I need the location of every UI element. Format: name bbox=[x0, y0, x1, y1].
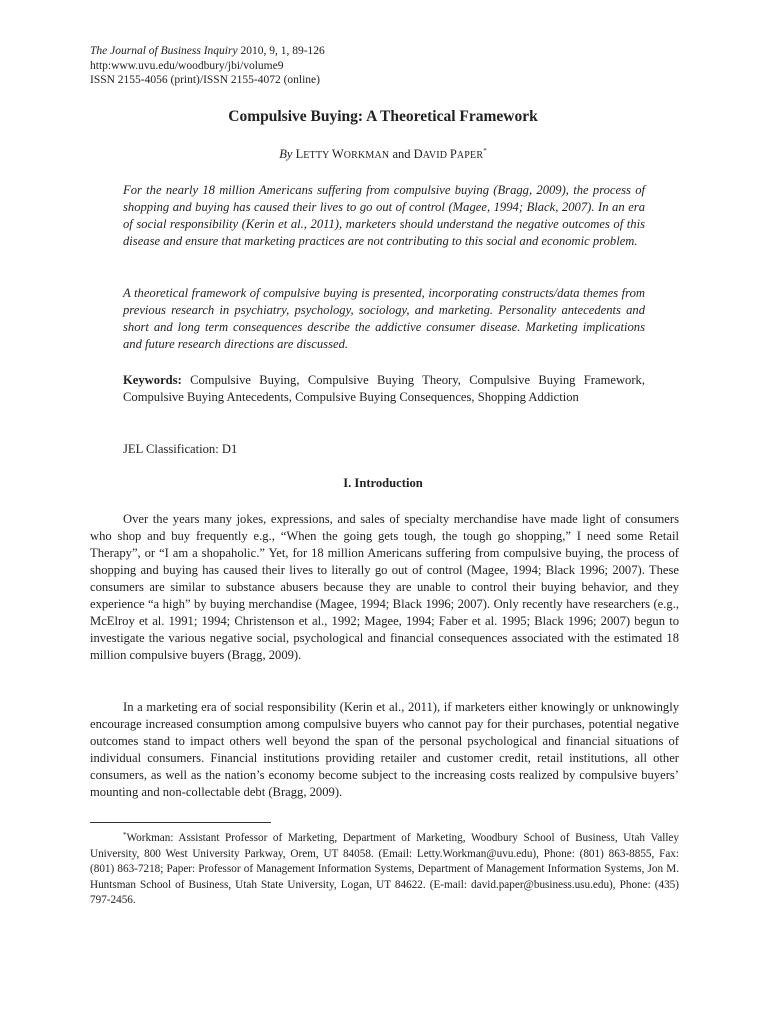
author-byline bbox=[90, 147, 676, 162]
abstract-paragraph-2: A theoretical framework of compulsive buying is presented, incorporating constructs/data themes from previous research in psychiatry, psychology, sociology, and marketing. Personality antecedents and short and long term consequences describe the addictive consumer disease. Marketing implications and future research directions are discussed. bbox=[123, 286, 645, 351]
footnote-divider bbox=[90, 822, 271, 823]
author2-first-initial: D bbox=[413, 147, 423, 161]
author1-first-rest: ETTY bbox=[303, 150, 332, 161]
keywords-list: Compulsive Buying, Compulsive Buying Theory, Compulsive Buying Framework, Compulsive Buying Antecedents, Compulsive Buying Consequences, Shopping Addiction bbox=[123, 373, 645, 404]
journal-citation-line bbox=[90, 44, 325, 59]
author1-first-initial: L bbox=[295, 147, 304, 161]
author2-last-rest: APER bbox=[456, 150, 484, 161]
paper-title: Compulsive Buying: A Theoretical Framework bbox=[228, 108, 538, 125]
author-footnote-marker: * bbox=[483, 147, 487, 155]
body-paragraph-2-text: In a marketing era of social responsibility (Kerin et al., 2011), if marketers either knowingly or unknowingly encourage increased consumption among compulsive buyers who cannot pay for their purchases, potential negative outcomes stand to impact others well beyond the span of the personal psychological and financial situations of individual consumers. Financial institutions providing retailer and customer credit, retail institutions, all other consumers, as well as the nation’s economy become subject to the increasing costs realized by compulsive buyers’ mounting and non-collectable debt (Bragg, 2009). bbox=[90, 700, 679, 799]
body-paragraph-2 bbox=[90, 699, 679, 801]
byline-and: and bbox=[389, 147, 414, 161]
footnote-marker: * bbox=[123, 831, 127, 839]
jel-classification: JEL Classification: D1 bbox=[123, 442, 238, 456]
keywords-label: Keywords: bbox=[123, 373, 182, 387]
byline-by: By bbox=[279, 147, 293, 161]
journal-volume-pages: 2010, 9, 1, 89-126 bbox=[237, 45, 325, 57]
author1-last-initial: W bbox=[331, 147, 344, 161]
abstract-paragraph-1: For the nearly 18 million Americans suffering from compulsive buying (Bragg, 2009), the process of shopping and buying has caused their lives to go out of control (Magee, 1994; Black, 2007). In an era of social responsibility (Kerin et al., 2011), marketers should understand the negative outcomes of this disease and ensure that marketing practices are not contributing to this social and economic problem. bbox=[123, 183, 645, 248]
journal-header bbox=[90, 44, 325, 88]
body-paragraph-1-text: Over the years many jokes, expressions, and sales of specialty merchandise have made light of consumers who shop and buy frequently e.g., “When the going gets tough, the tough go shopping,” I need some Retail Therapy”, or “I am a shopaholic.” Yet, for 18 million Americans suffering from compulsive buying, the process of shopping and buying has caused their lives to literally go out of control (Magee, 1994; Black 1996; 2007). These consumers are similar to substance abusers because they are unable to control their buying behavior, and they experience “a high” by buying merchandise (Magee, 1994; Black 1996; 2007). Only recently have researchers (e.g., McElroy et al. 1991; 1994; Christenson et al., 1992; Magee, 1994; Faber et al. 1995; Black 1996; 2007) begun to investigate the various negative social, psychological and financial consequences associated with the estimated 18 million compulsive buyers (Bragg, 2009). bbox=[90, 512, 679, 662]
author1-last-rest: ORKMAN bbox=[343, 150, 390, 161]
keywords bbox=[123, 372, 645, 406]
author2-first-rest: AVID bbox=[422, 150, 450, 161]
journal-issn: ISSN 2155-4056 (print)/ISSN 2155-4072 (online) bbox=[90, 74, 320, 86]
journal-url: http:www.uvu.edu/woodbury/jbi/volume9 bbox=[90, 59, 284, 72]
author2-last-initial: P bbox=[449, 147, 457, 161]
footnote-text: Workman: Assistant Professor of Marketing, Department of Marketing, Woodbury School of Business, Utah Valley University, 800 West University Parkway, Orem, UT 84058. (Email: Letty.Workman@uvu.edu), Phone: (801) 863-8855, Fax: (801) 863-7218; Paper: Professor of Management Information Systems, Department of Management Information Systems, Jon M. Huntsman School of Business, Utah State University, Logan, UT 84622. (E-mail: david.paper@business.usu.edu), Phone: (435) 797-2456. bbox=[90, 832, 679, 906]
body-paragraph-1 bbox=[90, 511, 679, 664]
journal-name: The Journal of Business Inquiry bbox=[90, 45, 238, 57]
author-footnote bbox=[90, 828, 679, 909]
section-heading-introduction: I. Introduction bbox=[343, 476, 423, 490]
